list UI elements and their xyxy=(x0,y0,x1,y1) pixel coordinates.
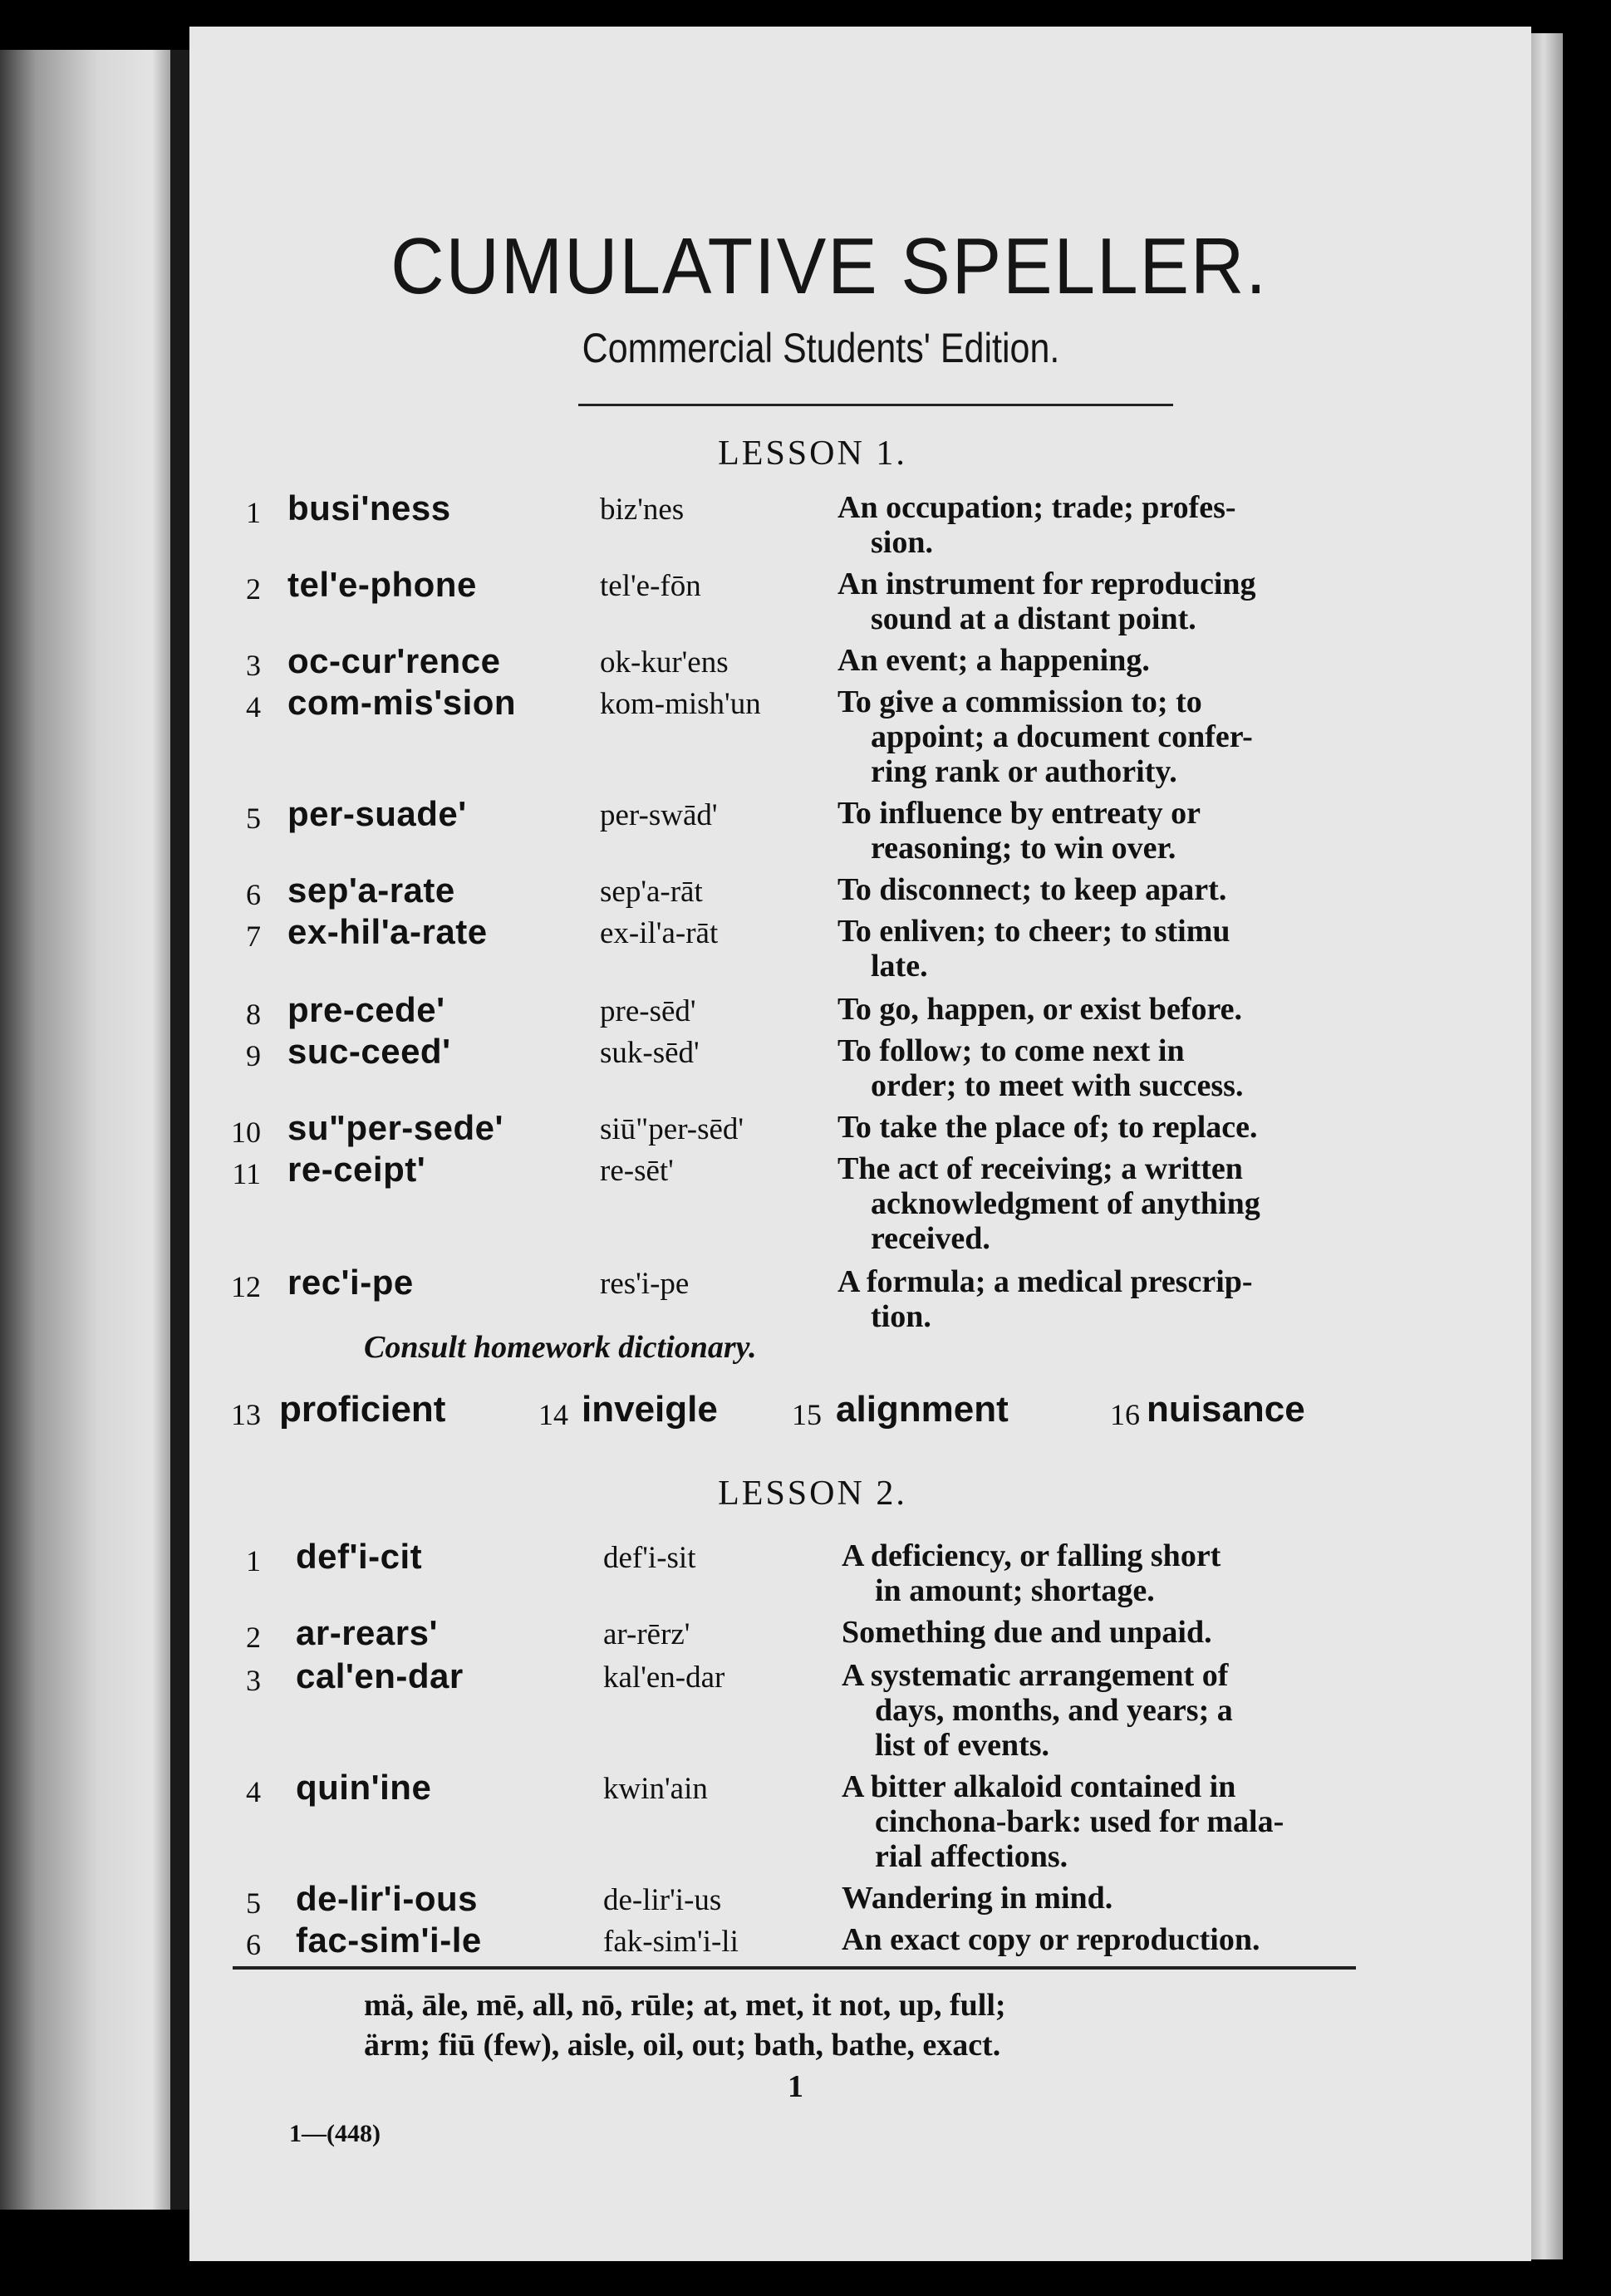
extra-number: 13 xyxy=(231,1398,261,1431)
extra-number: 14 xyxy=(538,1398,568,1431)
entry-number: 5 xyxy=(246,1886,261,1920)
extra-words-row xyxy=(189,1389,1531,1439)
spelling-word: su"per-sede' xyxy=(287,1108,503,1147)
entry-number: 10 xyxy=(231,1116,261,1149)
page-title: CUMULATIVE SPELLER. xyxy=(390,222,1268,311)
book-page xyxy=(189,27,1531,2261)
definition: To disconnect; to keep apart. xyxy=(837,872,1227,907)
definition: An instrument for reproducing sound at a distant point. xyxy=(837,567,1256,636)
definition: To enliven; to cheer; to stimu late. xyxy=(837,914,1230,984)
pronunciation: siū"per-sēd' xyxy=(600,1112,744,1146)
extra-word: proficient xyxy=(279,1389,446,1430)
spelling-word: de-lir'i-ous xyxy=(296,1879,478,1918)
definition: To give a commission to; to appoint; a document confer- ring rank or authority. xyxy=(837,684,1253,789)
page-number: 1 xyxy=(788,2069,803,2104)
previous-page-edge xyxy=(0,50,179,2210)
spelling-word: oc-cur'rence xyxy=(287,641,501,680)
lesson-1-heading: LESSON 1. xyxy=(718,434,907,473)
entry-number: 3 xyxy=(246,1664,261,1697)
pronunciation: res'i-pe xyxy=(600,1267,690,1301)
spelling-word: ar-rears' xyxy=(296,1613,438,1652)
pronunciation: def'i-sit xyxy=(603,1541,696,1575)
entry-number: 3 xyxy=(246,649,261,682)
definition: The act of receiving; a written acknowledgment of anything received. xyxy=(837,1151,1260,1256)
entry-number: 6 xyxy=(246,878,261,911)
entry-number: 12 xyxy=(231,1270,261,1303)
spelling-word: ex-hil'a-rate xyxy=(287,912,488,951)
definition: To follow; to come next in order; to meet with success. xyxy=(837,1033,1244,1103)
pronunciation-key-line-2: ärm; fiū (few), aisle, oil, out; bath, bathe, exact. xyxy=(364,2028,1001,2063)
pronunciation: ex-il'a-rāt xyxy=(600,916,719,950)
extra-word: nuisance xyxy=(1147,1389,1305,1430)
definition: A formula; a medical prescrip- tion. xyxy=(837,1264,1253,1334)
definition: A deficiency, or falling short in amount; shortage. xyxy=(842,1538,1221,1608)
pronunciation: tel'e-fōn xyxy=(600,569,701,603)
definition: Something due and unpaid. xyxy=(842,1615,1212,1650)
spelling-word: rec'i-pe xyxy=(287,1263,414,1302)
pronunciation: per-swād' xyxy=(600,798,718,832)
pronunciation: pre-sēd' xyxy=(600,994,696,1028)
entry-number: 2 xyxy=(246,1621,261,1654)
edition-subtitle: Commercial Students' Edition. xyxy=(582,325,1060,371)
entry-number: 2 xyxy=(246,572,261,606)
extra-word: alignment xyxy=(836,1389,1009,1430)
extra-number: 15 xyxy=(792,1398,822,1431)
definition: An exact copy or reproduction. xyxy=(842,1922,1260,1957)
bottom-rule xyxy=(233,1966,1356,1970)
spelling-word: cal'en-dar xyxy=(296,1656,464,1695)
printer-signature: 1—(448) xyxy=(289,2120,381,2147)
entry-number: 4 xyxy=(246,690,261,724)
extra-number: 16 xyxy=(1110,1398,1140,1431)
entry-number: 8 xyxy=(246,998,261,1031)
extra-word: inveigle xyxy=(582,1389,718,1430)
consult-note: Consult homework dictionary. xyxy=(364,1330,757,1365)
definition: To influence by entreaty or reasoning; to win over. xyxy=(837,796,1201,866)
spelling-word: def'i-cit xyxy=(296,1537,423,1576)
pronunciation: de-lir'i-us xyxy=(603,1883,722,1917)
definition: A systematic arrangement of days, months, and years; a list of events. xyxy=(842,1658,1233,1763)
pronunciation: suk-sēd' xyxy=(600,1036,700,1070)
entry-number: 1 xyxy=(246,1544,261,1577)
entry-number: 1 xyxy=(246,496,261,529)
pronunciation: re-sēt' xyxy=(600,1154,674,1188)
pronunciation: kwin'ain xyxy=(603,1772,708,1806)
pronunciation: kom-mish'un xyxy=(600,687,761,721)
spelling-word: pre-cede' xyxy=(287,990,445,1029)
spelling-word: sep'a-rate xyxy=(287,871,455,910)
entry-number: 9 xyxy=(246,1039,261,1072)
book-gutter xyxy=(170,50,190,2210)
pronunciation: ar-rērz' xyxy=(603,1617,690,1651)
definition: Wandering in mind. xyxy=(842,1881,1113,1916)
pronunciation: fak-sim'i-li xyxy=(603,1925,739,1959)
spelling-word: tel'e-phone xyxy=(287,565,477,604)
spelling-word: com-mis'sion xyxy=(287,683,517,722)
spelling-word: re-ceipt' xyxy=(287,1150,426,1189)
pronunciation: biz'nes xyxy=(600,493,685,527)
divider-rule xyxy=(578,404,1173,406)
entry-number: 11 xyxy=(232,1157,261,1190)
entry-number: 4 xyxy=(246,1775,261,1808)
spelling-word: fac-sim'i-le xyxy=(296,1921,482,1960)
pronunciation: kal'en-dar xyxy=(603,1661,725,1695)
pronunciation-key-line-1: mä, āle, mē, all, nō, rūle; at, met, it not, up, full; xyxy=(364,1988,1006,2023)
definition: To take the place of; to replace. xyxy=(837,1110,1258,1145)
spelling-word: quin'ine xyxy=(296,1768,432,1807)
spelling-word: suc-ceed' xyxy=(287,1032,451,1071)
lesson-2-heading: LESSON 2. xyxy=(718,1474,907,1513)
entry-number: 5 xyxy=(246,802,261,835)
entry-number: 6 xyxy=(246,1928,261,1961)
definition: To go, happen, or exist before. xyxy=(837,992,1243,1027)
page-stack-edge xyxy=(1531,33,1563,2259)
definition: A bitter alkaloid contained in cinchona-bark: used for mala- rial affections. xyxy=(842,1769,1284,1874)
entry-number: 7 xyxy=(246,920,261,953)
definition: An event; a happening. xyxy=(837,643,1150,678)
spelling-word: per-suade' xyxy=(287,794,467,833)
pronunciation: ok-kur'ens xyxy=(600,645,729,679)
spelling-word: busi'ness xyxy=(287,488,451,527)
definition: An occupation; trade; profes- sion. xyxy=(837,490,1236,560)
pronunciation: sep'a-rāt xyxy=(600,875,703,909)
